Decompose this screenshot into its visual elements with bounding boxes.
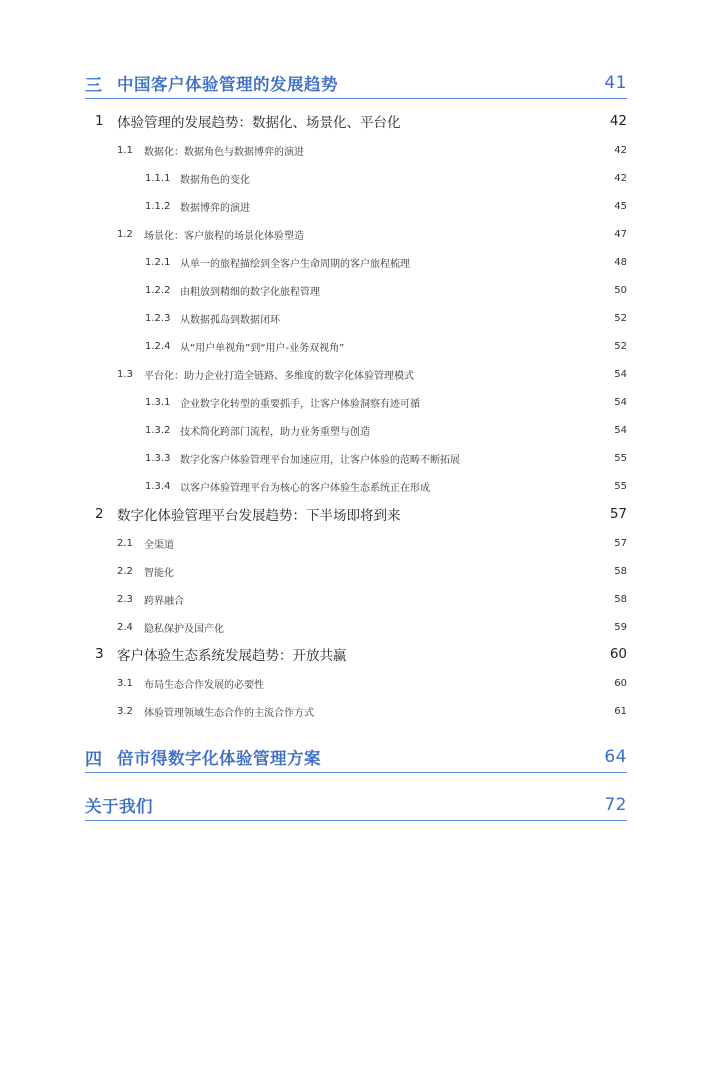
toc-item-1-2-1[interactable] bbox=[145, 253, 627, 271]
toc-section-1[interactable] bbox=[95, 110, 627, 132]
toc-page-number: 41 bbox=[604, 73, 627, 93]
toc-section-number: 2 bbox=[95, 506, 104, 522]
toc-section-title: 体验管理的发展趋势：数据化、场景化、平台化 bbox=[117, 115, 401, 131]
toc-subsection-2-4[interactable] bbox=[117, 618, 627, 636]
toc-item-1-2-2[interactable] bbox=[145, 281, 627, 299]
toc-page-number: 55 bbox=[614, 480, 627, 492]
toc-section-2[interactable] bbox=[95, 503, 627, 525]
toc-chapter-title: 倍市得数字化体验管理方案 bbox=[117, 749, 321, 768]
toc-item-number: 1.2.4 bbox=[145, 340, 171, 352]
toc-page-number: 52 bbox=[614, 312, 627, 324]
toc-page-number: 54 bbox=[614, 368, 627, 380]
toc-item-number: 1.1.1 bbox=[145, 172, 171, 184]
toc-item-number: 1.3.2 bbox=[145, 424, 171, 436]
toc-page-number: 57 bbox=[614, 537, 627, 549]
toc-subsection-number: 3.2 bbox=[117, 705, 133, 717]
toc-page-number: 64 bbox=[604, 747, 627, 767]
toc-subsection-title: 数据化：数据角色与数据博弈的演进 bbox=[144, 146, 304, 158]
toc-item-1-3-4[interactable] bbox=[145, 477, 627, 495]
toc-section-number: 1 bbox=[95, 113, 104, 129]
toc-subsection-title: 全渠道 bbox=[144, 539, 174, 551]
toc-subsection-2-2[interactable] bbox=[117, 562, 627, 580]
toc-section-title: 客户体验生态系统发展趋势：开放共赢 bbox=[117, 648, 347, 664]
toc-item-title: 技术简化跨部门流程，助力业务重塑与创造 bbox=[180, 426, 370, 438]
toc-item-title: 数据角色的变化 bbox=[180, 174, 250, 186]
toc-page-number: 57 bbox=[609, 506, 627, 522]
toc-item-1-2-3[interactable] bbox=[145, 309, 627, 327]
toc-item-number: 1.3.4 bbox=[145, 480, 171, 492]
toc-subsection-1-2[interactable] bbox=[117, 225, 627, 243]
toc-subsection-number: 1.1 bbox=[117, 144, 133, 156]
toc-item-title: 从单一的旅程描绘到全客户生命周期的客户旅程梳理 bbox=[180, 258, 410, 270]
toc-item-1-3-2[interactable] bbox=[145, 421, 627, 439]
toc-subsection-title: 隐私保护及国产化 bbox=[144, 623, 224, 635]
toc-item-title: 从“用户单视角”到“用户-业务双视角” bbox=[180, 342, 345, 354]
toc-item-title: 以客户体验管理平台为核心的客户体验生态系统正在形成 bbox=[180, 482, 430, 494]
toc-chapter-title: 中国客户体验管理的发展趋势 bbox=[117, 75, 338, 94]
toc-page-number: 61 bbox=[614, 705, 627, 717]
toc-subsection-number: 2.1 bbox=[117, 537, 133, 549]
toc-item-1-2-4[interactable] bbox=[145, 337, 627, 355]
toc-subsection-title: 智能化 bbox=[144, 567, 174, 579]
toc-page-number: 42 bbox=[614, 144, 627, 156]
toc-page-number: 55 bbox=[614, 452, 627, 464]
toc-item-title: 数据博弈的演进 bbox=[180, 202, 250, 214]
toc-section-number: 3 bbox=[95, 646, 104, 662]
toc-chapter-number: 三 bbox=[85, 75, 103, 96]
toc-subsection-3-2[interactable] bbox=[117, 702, 627, 720]
toc-page-number: 58 bbox=[614, 565, 627, 577]
toc-item-title: 从数据孤岛到数据闭环 bbox=[180, 314, 280, 326]
toc-page-number: 48 bbox=[614, 256, 627, 268]
toc-subsection-title: 场景化：客户旅程的场景化体验塑造 bbox=[144, 230, 304, 242]
toc-item-1-3-3[interactable] bbox=[145, 449, 627, 467]
toc-item-1-3-1[interactable] bbox=[145, 393, 627, 411]
toc-page-number: 58 bbox=[614, 593, 627, 605]
toc-subsection-title: 布局生态合作发展的必要性 bbox=[144, 679, 264, 691]
toc-subsection-number: 2.3 bbox=[117, 593, 133, 605]
toc-page-number: 52 bbox=[614, 340, 627, 352]
toc-subsection-number: 2.4 bbox=[117, 621, 133, 633]
toc-item-number: 1.2.3 bbox=[145, 312, 171, 324]
toc-page-number: 60 bbox=[614, 677, 627, 689]
toc-subsection-3-1[interactable] bbox=[117, 674, 627, 692]
toc-section-title: 数字化体验管理平台发展趋势：下半场即将到来 bbox=[117, 508, 401, 524]
toc-chapter-3[interactable] bbox=[85, 68, 627, 99]
toc-subsection-title: 跨界融合 bbox=[144, 595, 184, 607]
toc-page-number: 45 bbox=[614, 200, 627, 212]
toc-section-3[interactable] bbox=[95, 643, 627, 665]
toc-item-number: 1.3.3 bbox=[145, 452, 171, 464]
toc-chapter-number: 四 bbox=[85, 749, 103, 770]
toc-page-number: 50 bbox=[614, 284, 627, 296]
toc-subsection-2-1[interactable] bbox=[117, 534, 627, 552]
toc-item-title: 由粗放到精细的数字化旅程管理 bbox=[180, 286, 320, 298]
toc-item-title: 数字化客户体验管理平台加速应用，让客户体验的范畴不断拓展 bbox=[180, 454, 460, 466]
toc-about-us[interactable] bbox=[85, 790, 627, 821]
toc-item-number: 1.3.1 bbox=[145, 396, 171, 408]
toc-subsection-title: 平台化：助力企业打造全链路、多维度的数字化体验管理模式 bbox=[144, 370, 414, 382]
toc-item-1-1-2[interactable] bbox=[145, 197, 627, 215]
toc-subsection-number: 3.1 bbox=[117, 677, 133, 689]
toc-subsection-title: 体验管理领域生态合作的主流合作方式 bbox=[144, 707, 314, 719]
toc-subsection-number: 2.2 bbox=[117, 565, 133, 577]
toc-page-number: 59 bbox=[614, 621, 627, 633]
toc-page-number: 54 bbox=[614, 424, 627, 436]
toc-subsection-1-3[interactable] bbox=[117, 365, 627, 383]
toc-page-number: 47 bbox=[614, 228, 627, 240]
toc-item-number: 1.2.1 bbox=[145, 256, 171, 268]
toc-page-number: 72 bbox=[604, 795, 627, 815]
toc-item-number: 1.1.2 bbox=[145, 200, 171, 212]
toc-subsection-2-3[interactable] bbox=[117, 590, 627, 608]
toc-item-number: 1.2.2 bbox=[145, 284, 171, 296]
toc-page-number: 60 bbox=[609, 646, 627, 662]
toc-subsection-1-1[interactable] bbox=[117, 141, 627, 159]
toc-chapter-4[interactable] bbox=[85, 742, 627, 773]
toc-chapter-title: 关于我们 bbox=[85, 797, 153, 816]
toc-page-number: 54 bbox=[614, 396, 627, 408]
toc-page-number: 42 bbox=[609, 113, 627, 129]
toc-item-1-1-1[interactable] bbox=[145, 169, 627, 187]
toc-page-number: 42 bbox=[614, 172, 627, 184]
toc-subsection-number: 1.2 bbox=[117, 228, 133, 240]
toc-subsection-number: 1.3 bbox=[117, 368, 133, 380]
toc-item-title: 企业数字化转型的重要抓手，让客户体验洞察有迹可循 bbox=[180, 398, 420, 410]
